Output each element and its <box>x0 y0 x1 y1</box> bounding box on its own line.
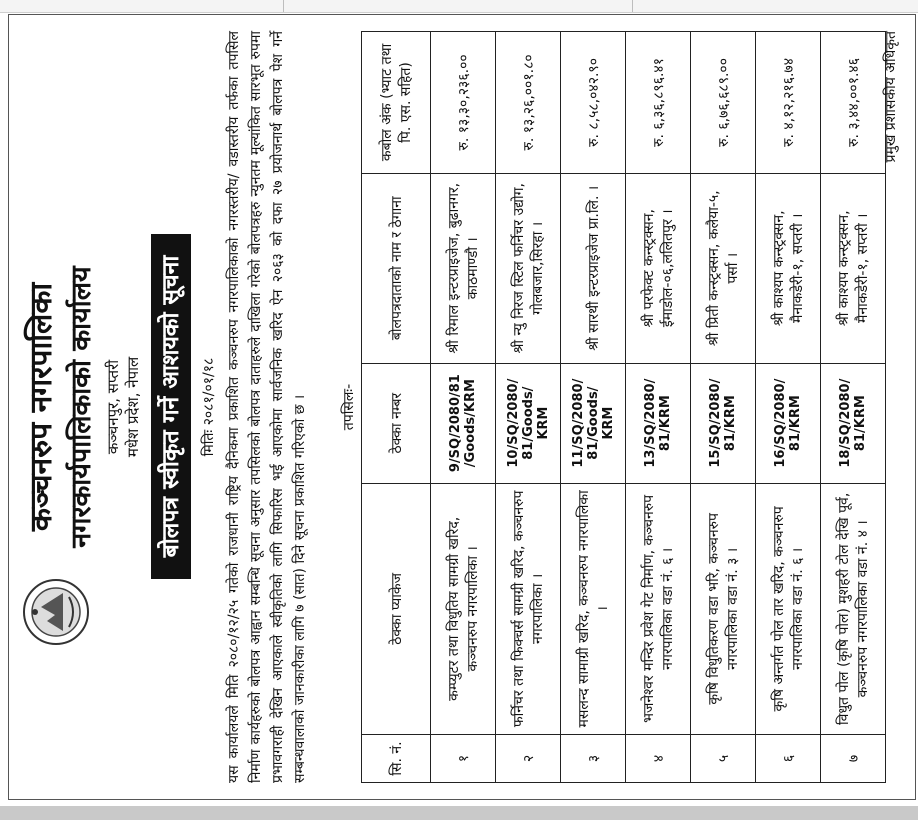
cell-contract: 15/SQ/2080/ 81/KRM <box>691 363 756 483</box>
table-row <box>431 32 496 783</box>
office-name: नगरकार्यपालिकाको कार्यालय <box>66 266 97 548</box>
notice-page <box>8 14 916 800</box>
cell-package: विधुत पोल (कृषि पोल) मुशहरी टोल देखि पूर्व, कञ्चनरुप नगरपालिका वडा नं. ४ । <box>821 483 886 734</box>
cell-package: फर्निचर तथा फिक्चर्स सामग्री खरिद, कञ्चनरुप नगरपालिका । <box>496 483 561 734</box>
cell-amount: रु. ६,७६,६८९.०० <box>691 32 756 174</box>
cell-contract: 10/SQ/2080/ 81/Goods/ KRM <box>496 363 561 483</box>
cell-bidder: श्री प्रिती कन्स्ट्रक्सन, कलैया-५, पर्सा । <box>691 173 756 363</box>
cell-package: कृषि विधुतिकरण वडा भरि, कञ्चनरुप नगरपालिका वडा नं. ३ । <box>691 483 756 734</box>
cell-sn: ६ <box>756 735 821 783</box>
cell-bidder: श्री काश्यप कन्स्ट्रक्सन, मैनाकडेरी-१, सप्तरी । <box>821 173 886 363</box>
cell-package: कृषि अन्तर्गत पोल तार खरिद, कञ्चनरुप नगरपालिका वडा नं. ६ । <box>756 483 821 734</box>
cell-amount: रु. ६,३६,८९६.४१ <box>626 32 691 174</box>
cell-amount: रु. ४,१२,२१६.७४ <box>756 32 821 174</box>
col-header-sn: सि. नं. <box>362 735 431 783</box>
address-line-2: मधेश प्रदेश, नेपाल <box>124 356 142 458</box>
cell-package: कम्प्युटर तथा विधुतिय सामग्री खरिद, कञ्चनरुप नगरपालिका । <box>431 483 496 734</box>
cell-contract: 13/SQ/2080/ 81/KRM <box>626 363 691 483</box>
table-header-row <box>362 32 431 783</box>
address-line-1: कञ्चनपुर, सप्तरी <box>104 359 122 455</box>
cell-contract: 18/SQ/2080/ 81/KRM <box>821 363 886 483</box>
cell-package: भजनेश्वर मन्दिर प्रवेश गेट निर्माण, कञ्चनरुप नगरपालिका वडा नं. ६ । <box>626 483 691 734</box>
ruler-tick <box>283 0 284 12</box>
table-row <box>691 32 756 783</box>
cell-amount: रु. १३,२६,००१.८० <box>496 32 561 174</box>
cell-bidder: श्री सारथी इन्टरप्राइजेज प्रा.लि. । <box>561 173 626 363</box>
col-header-contract: ठेक्का नम्बर <box>362 363 431 483</box>
cell-sn: ३ <box>561 735 626 783</box>
cell-contract: 11/SQ/2080/ 81/Goods/ KRM <box>561 363 626 483</box>
signoff-title: प्रमुख प्रशासकीय अधिकृत <box>883 31 899 163</box>
col-header-bidder: बोलपत्रदाताको नाम र ठेगाना <box>362 173 431 363</box>
table-row <box>561 32 626 783</box>
cell-sn: १ <box>431 735 496 783</box>
table-row <box>626 32 691 783</box>
notice-title-banner: बोलपत्र स्वीकृत गर्ने आशयको सूचना <box>151 234 191 579</box>
cell-sn: ७ <box>821 735 886 783</box>
cell-sn: ४ <box>626 735 691 783</box>
table-row <box>756 32 821 783</box>
municipality-name: कञ्चनरुप नगरपालिका <box>24 282 59 532</box>
table-row <box>496 32 561 783</box>
bid-table <box>361 31 886 783</box>
cell-contract: 9/SQ/2080/81 /Goods/KRM <box>431 363 496 483</box>
cell-contract: 16/SQ/2080/ 81/KRM <box>756 363 821 483</box>
notice-date: मितिः २०८१/०१/१८ <box>201 357 217 457</box>
cell-amount: रु. ८,५८,०४२.९० <box>561 32 626 174</box>
cell-bidder: श्री परफेक्ट कन्स्ट्रक्सन, ईमाडोल-०६,ललितपुर । <box>626 173 691 363</box>
cell-amount: रु. १३,३०,२३६.०० <box>431 32 496 174</box>
cell-sn: ५ <box>691 735 756 783</box>
col-header-package: ठेक्का प्याकेज <box>362 483 431 734</box>
cell-bidder: श्री रिमाल इन्टरप्राइजेज, बुढानगर, काठमाण्डौ । <box>431 173 496 363</box>
table-row <box>821 32 886 783</box>
cell-bidder: श्री काश्यप कन्स्ट्रक्सन, मैनाकडेरी-१, सप्तरी । <box>756 173 821 363</box>
cell-package: मसलन्द सामाग्री खरिद, कञ्चनरुप नगरपालिका । <box>561 483 626 734</box>
col-header-amount: कबोल अंक (भ्याट तथा पि. एस. सहित) <box>362 32 431 174</box>
cell-amount: रु. ३,४४,००१.४६ <box>821 32 886 174</box>
rotated-notice-content <box>9 17 909 797</box>
cell-bidder: श्री न्यु निरज स्टिल फर्निचर उद्योग, गोलबजार,सिरहा । <box>496 173 561 363</box>
notice-body-text: यस कार्यालयले मिति २०८०/१२/२५ गतेको राजधानी राष्ट्रिय दैनिकमा प्रकाशित कञ्चनरुप नगरपालिकाको नगरस्तरीय/ वडास्तरीय तर्फका तपसिल निर्माण कार्यहरुको बोलपत्र आह्वान सम्बन्धि सूचना अनुसार तपसिलको बोलपत्र दाताहरुले दाखिला गरेको बोलपत्रहरु न्युनतम मूल्यांकित सारभूत रुपमा प्रभावगराही देखिन आएकाले स्वीकृतिको लागि सिफारिस भई आएकोमा सार्वजनिक खरिद ऐन २०६३ को दफा २७ प्रयोजनार्थ बोलपत्र पेश गर्ने सम्बन्धवालाको जानकारीका लागि ७ (सात) दिने सूचना प्रकाशित गरिएको छ । <box>226 31 308 783</box>
ruler-tick <box>632 0 633 12</box>
cell-sn: २ <box>496 735 561 783</box>
viewer-bottom-bar <box>0 806 918 820</box>
top-ruler <box>0 0 918 13</box>
table-intro: तपसिलः- <box>341 383 357 431</box>
